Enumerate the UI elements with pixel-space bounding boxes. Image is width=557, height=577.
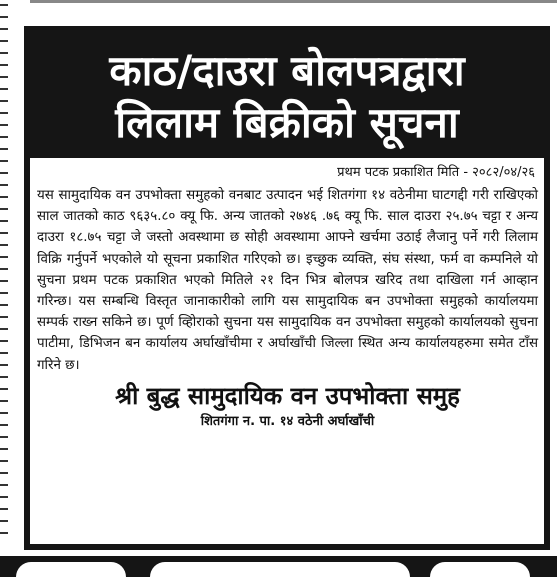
partial-heading-glyph [150, 562, 410, 577]
organization-address: शितगंगा न. पा. १४ वठेनी अर्घाखाँची [200, 413, 375, 429]
notice-title-line-1: काठ/दाउरा बोलपत्रद्वारा [109, 46, 465, 95]
partial-heading-glyph [430, 562, 530, 577]
notice-title-band [24, 26, 550, 152]
next-article-strip [0, 556, 557, 577]
notice-content [30, 158, 544, 544]
left-dashed-rule [0, 4, 8, 544]
top-rule [30, 0, 557, 3]
notice-body: यस सामुदायिक वन उपभोक्ता समुहको वनबाट उत्पादन भई शितगंगा १४ वठेनीमा घाटगद्दी गरी राखिएको साल जातको काठ ९६३५.८० क्यू फि. अन्य जातको २७४६ .७६ क्यू फि. साल दाउरा २५.७५ चट्टा र अन्य दाउरा १८.७५ चट्टा जे जस्तो अवस्थामा छ सोही अवस्थामा आफ्ने खर्चमा उठाई लैजानु पर्ने गरी लिलाम विक्रि गर्नुपर्ने भएकोले यो सूचना प्रकाशित गरिएको छ। इच्छुक व्यक्ति, संघ संस्था, फर्म वा कम्पनिले यो सुचना प्रथम पटक प्रकाशित भएको मितिले २१ दिन भित्र बोलपत्र खरिद तथा दाखिला गर्न आव्हान गरिन्छ। यस सम्बन्धि विस्तृत जानाकारीको लागि यस सामुदायिक बन उपभोक्ता समुहको कार्यालयमा सम्पर्क राख्न सकिने छ। पूर्ण व्हिोराको सुचना यस सामुदायिक वन उपभोक्ता समुहको कार्यालयको सुचना पाटीमा, डिभिजन बन कार्यालय अर्घाखाँचीमा र अर्घाखाँची जिल्ला स्थित अन्य कार्यालयहरुमा समेत टाँस गरिने छ। [37, 188, 538, 373]
notice-box [24, 26, 550, 550]
published-date: प्रथम पटक प्रकाशित मिति - २०८२/०४/२६ [337, 165, 535, 180]
partial-heading-glyph [16, 562, 126, 577]
notice-title-line-2: लिलाम बिक्रीको सूचना [115, 98, 459, 147]
organization-name: श्री बुद्ध सामुदायिक वन उपभोक्ता समुह [115, 381, 460, 410]
